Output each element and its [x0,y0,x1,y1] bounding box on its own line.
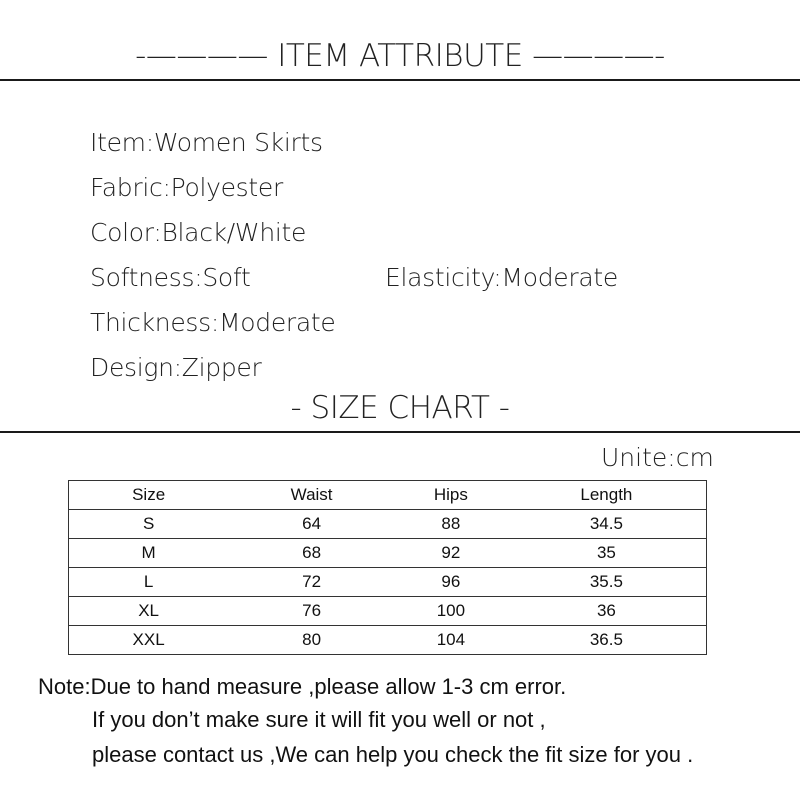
cell-waist: 76 [228,597,395,626]
note-line-1: Note:Due to hand measure ,please allow 1-3 cm error. [38,674,567,699]
header-waist: Waist [228,481,395,510]
table-header-row [69,481,707,510]
table-row [69,597,707,626]
cell-size: XXL [69,626,229,655]
item-attribute-heading: -———— ITEM ATTRIBUTE ————- [135,38,665,74]
cell-size: M [69,539,229,568]
size-table [68,480,707,655]
size-chart-heading: - SIZE CHART - [290,390,510,426]
table-row [69,568,707,597]
cell-hips: 104 [395,626,507,655]
cell-size: XL [69,597,229,626]
table-row [69,626,707,655]
note-line-2: If you don’t make sure it will fit you well or not , [92,707,546,732]
header-length: Length [507,481,707,510]
attr-thickness: Thickness:Moderate [90,308,336,337]
cell-length: 35.5 [507,568,707,597]
attr-fabric: Fabric:Polyester [90,173,283,202]
cell-hips: 96 [395,568,507,597]
cell-length: 36 [507,597,707,626]
cell-waist: 72 [228,568,395,597]
cell-length: 36.5 [507,626,707,655]
cell-size: S [69,510,229,539]
middle-divider [0,431,800,433]
cell-length: 34.5 [507,510,707,539]
header-size: Size [69,481,229,510]
attr-softness: Softness:Soft [90,263,251,292]
cell-length: 35 [507,539,707,568]
attr-design: Design:Zipper [90,353,262,382]
top-divider [0,79,800,81]
cell-hips: 100 [395,597,507,626]
table-row [69,539,707,568]
attr-item: Item:Women Skirts [90,128,323,157]
attr-elasticity: Elasticity:Moderate [385,263,618,292]
cell-waist: 80 [228,626,395,655]
unit-label: Unite:cm [601,443,714,472]
table-row [69,510,707,539]
cell-waist: 64 [228,510,395,539]
attr-color: Color:Black/White [90,218,307,247]
note-line-3: please contact us ,We can help you check the fit size for you . [92,742,694,767]
header-hips: Hips [395,481,507,510]
cell-size: L [69,568,229,597]
cell-hips: 88 [395,510,507,539]
cell-waist: 68 [228,539,395,568]
cell-hips: 92 [395,539,507,568]
